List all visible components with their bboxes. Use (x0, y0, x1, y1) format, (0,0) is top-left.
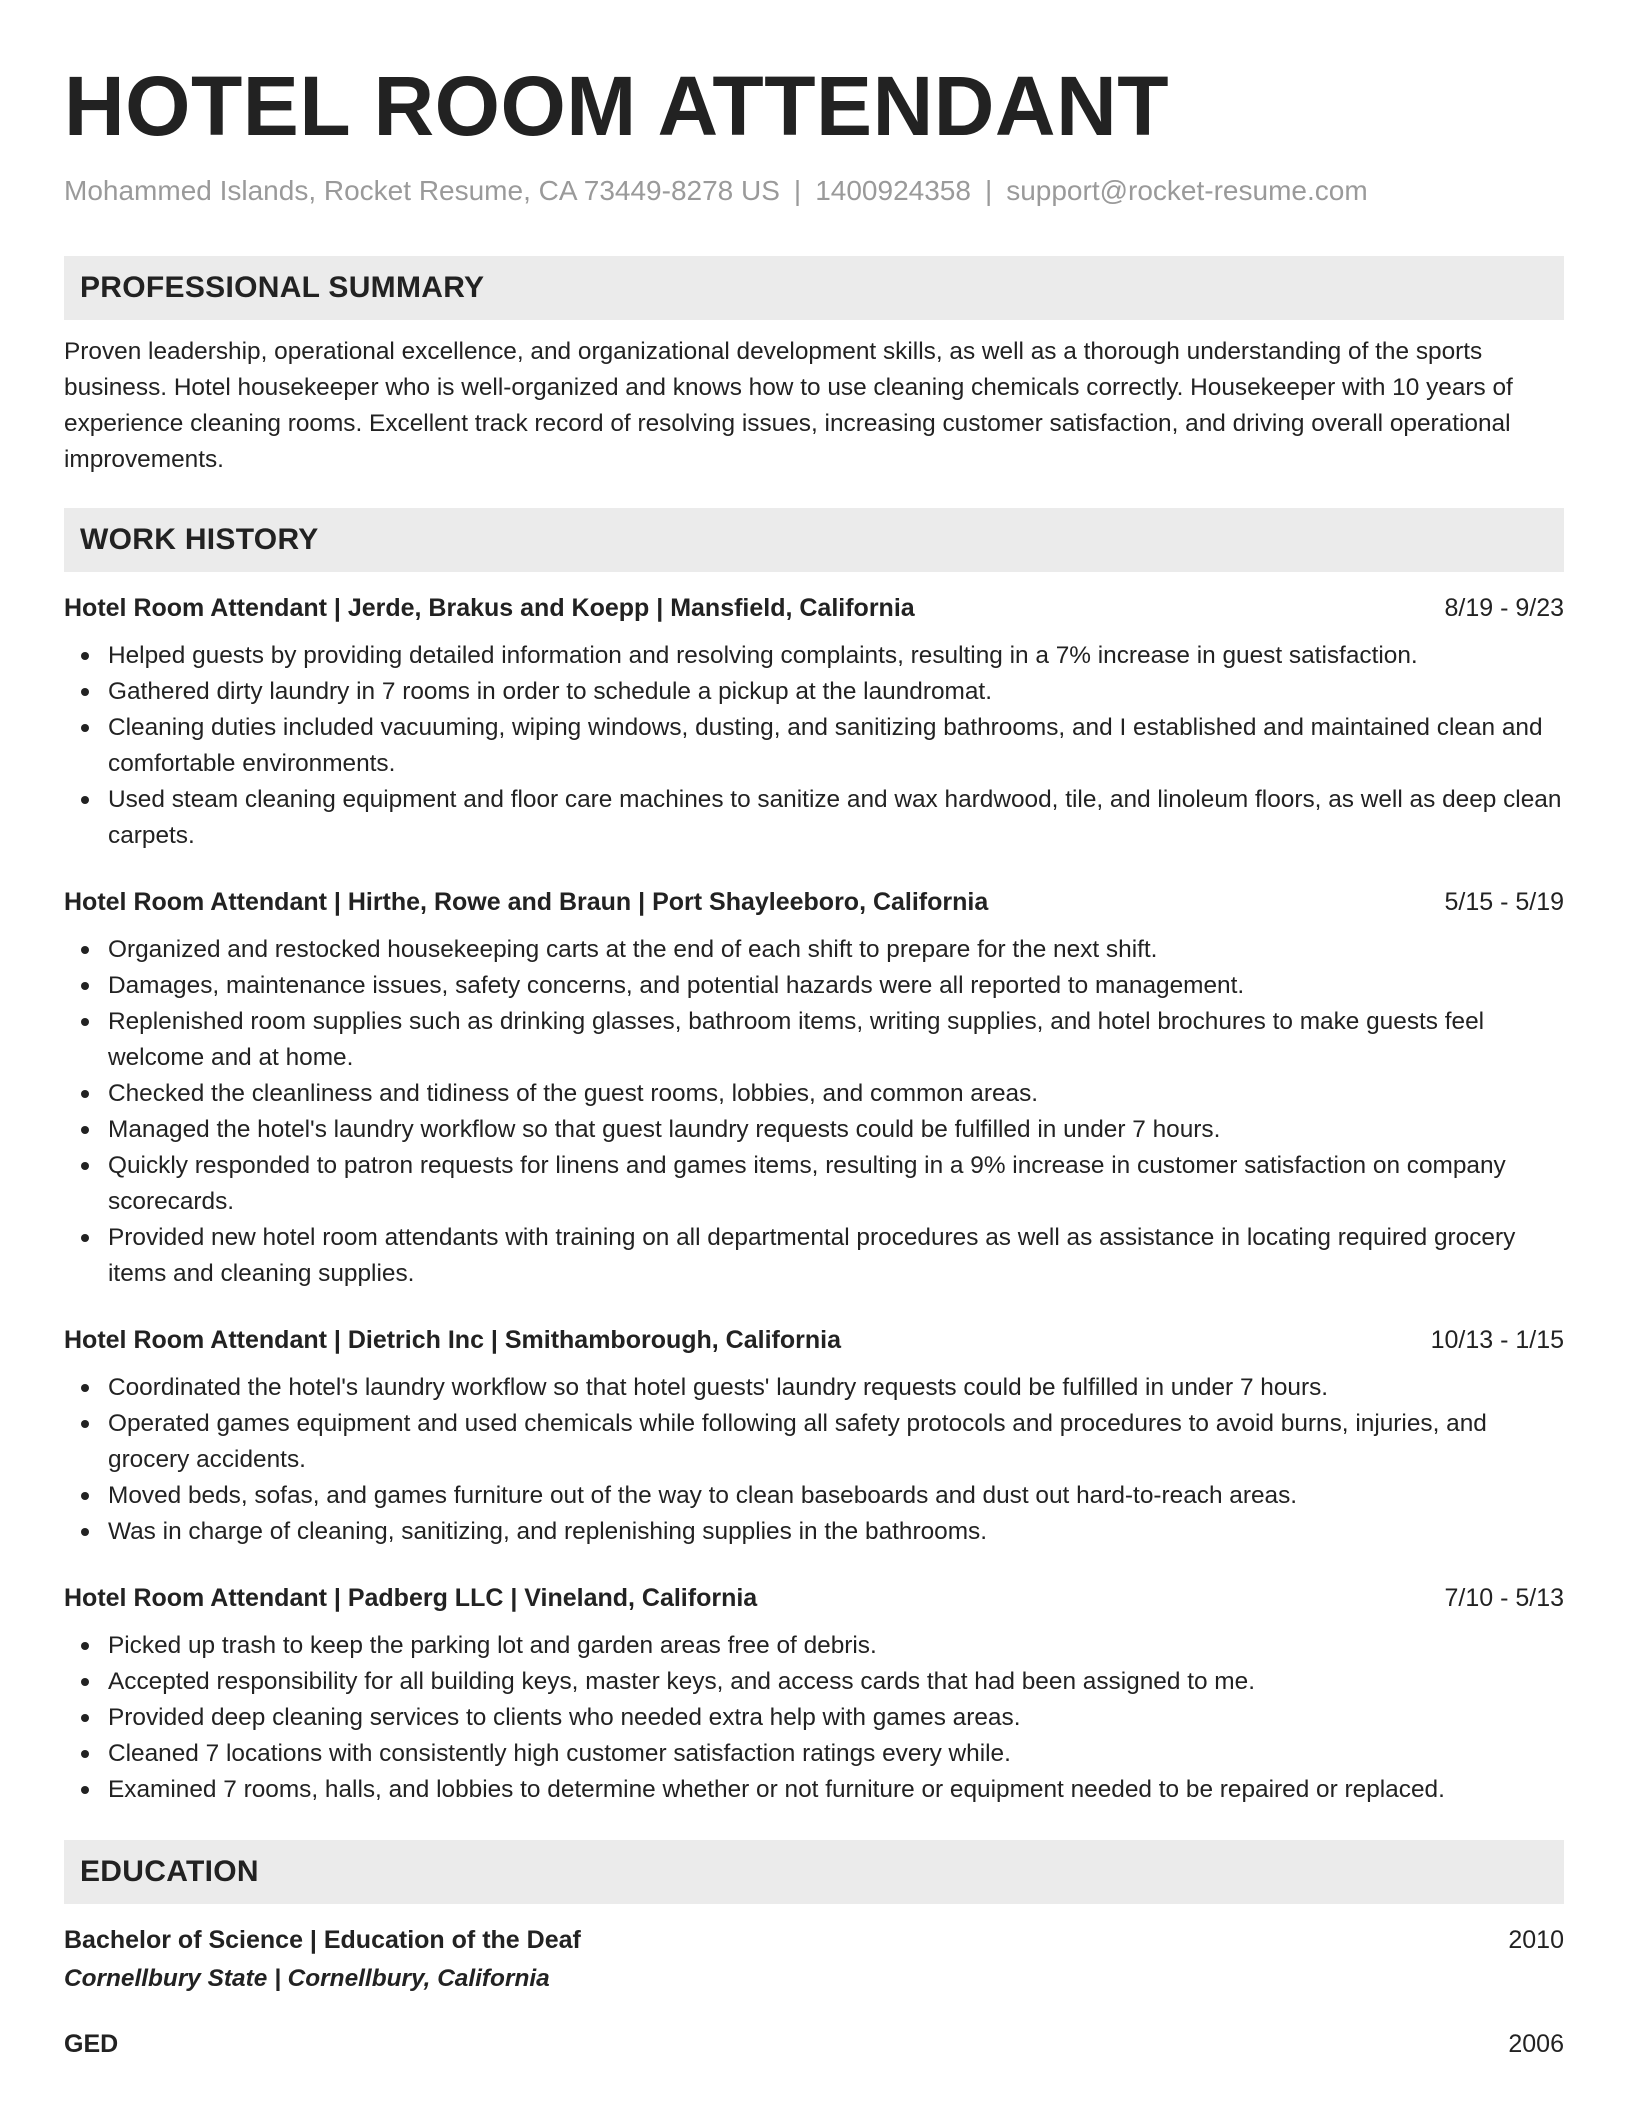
education-degree: GED (64, 2030, 119, 2058)
job-bullet-list (64, 1370, 1564, 1550)
job-bullet: Replenished room supplies such as drinking glasses, bathroom items, writing supplies, and hotel brochures to make guests feel welcome and at home. (108, 1004, 1564, 1076)
job-bullet: Organized and restocked housekeeping carts at the end of each shift to prepare for the next shift. (108, 932, 1564, 968)
job-entry (64, 886, 1564, 1292)
job-title: Hotel Room Attendant | Dietrich Inc | Smithamborough, California (64, 1326, 841, 1354)
job-bullet: Coordinated the hotel's laundry workflow so that hotel guests' laundry requests could be fulfilled in under 7 hours. (108, 1370, 1564, 1406)
job-bullet: Managed the hotel's laundry workflow so that guest laundry requests could be fulfilled in under 7 hours. (108, 1112, 1564, 1148)
job-bullet-list (64, 932, 1564, 1292)
job-bullet: Picked up trash to keep the parking lot and garden areas free of debris. (108, 1628, 1564, 1664)
job-bullet: Cleaned 7 locations with consistently high customer satisfaction ratings every while. (108, 1736, 1564, 1772)
job-bullet: Cleaning duties included vacuuming, wiping windows, dusting, and sanitizing bathrooms, and I established and maintained clean and comfortable environments. (108, 710, 1564, 782)
job-dates: 8/19 - 9/23 (1444, 594, 1564, 622)
contact-line (64, 172, 1564, 210)
job-bullet: Gathered dirty laundry in 7 rooms in order to schedule a pickup at the laundromat. (108, 674, 1564, 710)
job-bullet: Helped guests by providing detailed information and resolving complaints, resulting in a 7% increase in guest satisfaction. (108, 638, 1564, 674)
job-entry (64, 592, 1564, 854)
job-heading-row (64, 592, 1564, 624)
job-bullet: Provided new hotel room attendants with training on all departmental procedures as well as assistance in locating required grocery items and cleaning supplies. (108, 1220, 1564, 1292)
email-link[interactable]: support@rocket-resume.com (1006, 175, 1368, 206)
job-bullet: Accepted responsibility for all building keys, master keys, and access cards that had been assigned to me. (108, 1664, 1564, 1700)
education-entry (64, 2028, 1564, 2060)
job-title: Hotel Room Attendant | Padberg LLC | Vineland, California (64, 1584, 758, 1612)
job-bullet-list (64, 638, 1564, 854)
work-history-list (64, 592, 1564, 1808)
job-title: Hotel Room Attendant | Jerde, Brakus and Koepp | Mansfield, California (64, 594, 915, 622)
job-bullet: Damages, maintenance issues, safety concerns, and potential hazards were all reported to management. (108, 968, 1564, 1004)
job-dates: 10/13 - 1/15 (1430, 1326, 1564, 1354)
job-bullet: Operated games equipment and used chemicals while following all safety protocols and procedures to avoid burns, injuries, and grocery accidents. (108, 1406, 1564, 1478)
job-title: Hotel Room Attendant | Hirthe, Rowe and Braun | Port Shayleeboro, California (64, 888, 989, 916)
resume-title: HOTEL ROOM ATTENDANT (64, 59, 1170, 153)
job-bullet: Used steam cleaning equipment and floor care machines to sanitize and wax hardwood, tile, and linoleum floors, as well as deep clean carpets. (108, 782, 1564, 854)
education-list (64, 1924, 1564, 2060)
summary-paragraph: Proven leadership, operational excellence, and organizational development skills, as well as a thorough understanding of the sports business. Hotel housekeeper who is well-organized and knows how to use cleaning chemicals correctly. Housekeeper with 10 years of experience cleaning rooms. Excellent track record of resolving issues, increasing customer satisfaction, and driving overall operational improvements. (64, 338, 1513, 473)
education-year: 2006 (1508, 2030, 1564, 2058)
section-header-work-history: WORK HISTORY (64, 508, 1564, 572)
address: Mohammed Islands, Rocket Resume, CA 73449-8278 US (64, 175, 780, 206)
job-bullet: Was in charge of cleaning, sanitizing, and replenishing supplies in the bathrooms. (108, 1514, 1564, 1550)
education-entry (64, 1924, 1564, 1994)
job-dates: 5/15 - 5/19 (1444, 888, 1564, 916)
job-bullet: Quickly responded to patron requests for linens and games items, resulting in a 9% increase in customer satisfaction on company scorecards. (108, 1148, 1564, 1220)
education-year: 2010 (1508, 1926, 1564, 1954)
job-entry (64, 1324, 1564, 1550)
phone: 1400924358 (815, 175, 971, 206)
contact-separator: | (984, 175, 993, 206)
section-header-education: EDUCATION (64, 1840, 1564, 1904)
job-bullet: Checked the cleanliness and tidiness of the guest rooms, lobbies, and common areas. (108, 1076, 1564, 1112)
job-dates: 7/10 - 5/13 (1444, 1584, 1564, 1612)
job-heading-row (64, 886, 1564, 918)
job-entry (64, 1582, 1564, 1808)
education-heading-row (64, 2028, 1564, 2060)
contact-separator: | (793, 175, 802, 206)
education-degree: Bachelor of Science | Education of the Deaf (64, 1926, 581, 1954)
section-header-professional-summary: PROFESSIONAL SUMMARY (64, 256, 1564, 320)
job-heading-row (64, 1582, 1564, 1614)
job-bullet: Provided deep cleaning services to clients who needed extra help with games areas. (108, 1700, 1564, 1736)
job-bullet-list (64, 1628, 1564, 1808)
job-bullet: Examined 7 rooms, halls, and lobbies to determine whether or not furniture or equipment needed to be repaired or replaced. (108, 1772, 1564, 1808)
education-heading-row (64, 1924, 1564, 1956)
education-school: Cornellbury State | Cornellbury, California (64, 1965, 550, 1992)
job-bullet: Moved beds, sofas, and games furniture out of the way to clean baseboards and dust out hard-to-reach areas. (108, 1478, 1564, 1514)
job-heading-row (64, 1324, 1564, 1356)
